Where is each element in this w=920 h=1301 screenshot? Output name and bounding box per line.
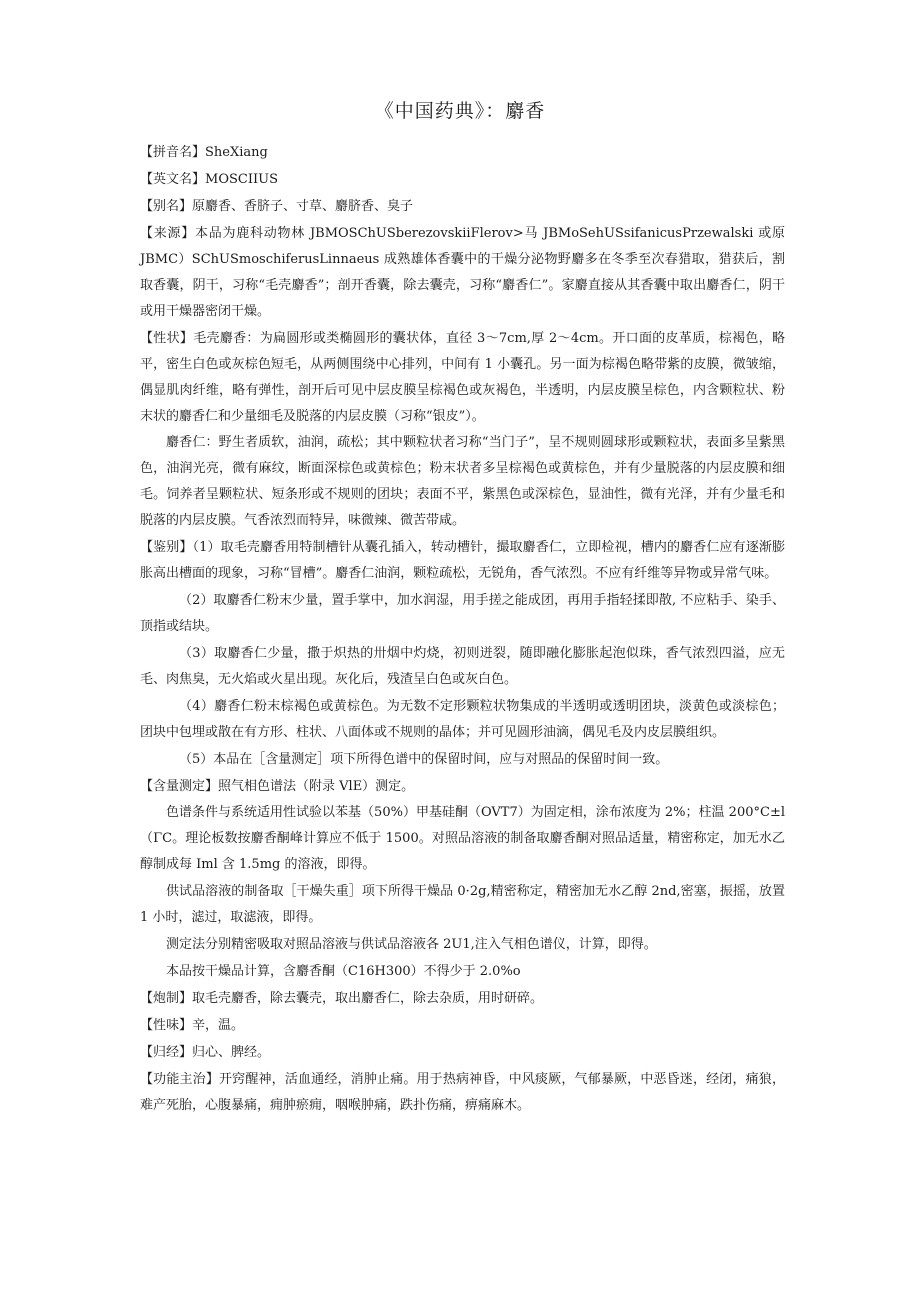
processing-entry xyxy=(140,986,785,1012)
assay-paragraph-5: 本品按干燥品计算，含麝香酮（C16H300）不得少于 2.0%o xyxy=(166,964,521,979)
identification-label: 【鉴别】 xyxy=(140,540,193,555)
identification-paragraph-5: （5）本品在［含量测定］项下所得色谱中的保留时间，应与对照品的保留时间一致。 xyxy=(179,752,669,767)
source-text: 本品为鹿科动物林 JBMOSChUSberezovskiiFlerov>马 JBMoSehUSsifanicusPrzewalski 或原 JBMC）SChUSmoschiferusLinnaeus 成熟雄体香囊中的干燥分泌物野麝多在冬季至次春猎取，猎获后，割取香囊，阴干，习称“毛壳麝香”；剖开香囊，除去囊壳，习称“麝香仁”。家麝直接从其香囊中取出麝香仁，阴干或用干燥器密闭干燥。 xyxy=(140,226,785,319)
identification-entry xyxy=(140,535,785,587)
pinyin-entry xyxy=(140,140,785,166)
pinyin-label: 【拼音名】 xyxy=(140,145,206,160)
alias-entry xyxy=(140,194,785,220)
assay-entry xyxy=(140,774,785,800)
identification-text: （1）取毛壳麝香用特制槽针从囊孔插入，转动槽针，撮取麝香仁，立即检视，槽内的麝香仁应有逐渐膨胀高出槽面的现象，习称“冒槽”。麝香仁油润，颗粒疏松，无锐角，香气浓烈。不应有纤维等异物或异常气味。 xyxy=(140,540,785,581)
processing-text: 取毛壳麝香，除去囊壳，取出麝香仁，除去杂质，用时研碎。 xyxy=(192,991,544,1006)
indications-label: 【功能主治】 xyxy=(140,1072,219,1087)
properties-label: 【性状】 xyxy=(140,331,194,346)
processing-label: 【炮制】 xyxy=(140,991,193,1006)
english-entry xyxy=(140,167,785,193)
pinyin-text: SheXiang xyxy=(205,145,268,160)
identification-paragraph-4: （4）麝香仁粉末棕褐色或黄棕色。为无数不定形颗粒状物集成的半透明或透明团块，淡黄色或淡棕色；团块中包埋或散在有方形、柱状、八面体或不规则的晶体；并可见圆形油滴，偶见毛及内皮层膜组织。 xyxy=(140,699,785,740)
alias-text: 原麝香、香脐子、寸草、麝脐香、臭子 xyxy=(192,199,414,214)
english-label: 【英文名】 xyxy=(140,172,206,187)
nature-text: 辛，温。 xyxy=(192,1018,245,1033)
source-entry xyxy=(140,221,785,325)
properties-text: 毛壳麝香：为扁圆形或类椭圆形的囊状体，直径 3～7cm,厚 2～4cm。开口面的皮革质，棕褐色，略平，密生白色或灰棕色短毛，从两侧围绕中心排列，中间有 1 小囊孔。另一面为棕褐色略带紫的皮膜，微皱缩，偶显肌肉纤维，略有弹性，剖开后可见中层皮膜呈棕褐色或灰褐色，半透明，内层皮膜呈棕色，内含颗粒状、粉末状的麝香仁和少量细毛及脱落的内层皮膜（习称“银皮”）。 xyxy=(140,331,785,424)
nature-entry xyxy=(140,1013,785,1039)
indications-entry xyxy=(140,1067,785,1119)
assay-paragraph-4: 测定法分别精密吸取对照品溶液与供试品溶液各 2U1,注入气相色谱仪，计算，即得。 xyxy=(166,937,657,952)
properties-paragraph-2: 麝香仁：野生者质软，油润，疏松；其中颗粒状者习称“当门子”，呈不规则圆球形或颗粒状，表面多呈紫黑色，油润光亮，微有麻纹，断面深棕色或黄棕色；粉末状者多呈棕褐色或黄棕色，并有少量脱落的内层皮膜和细毛。饲养者呈颗粒状、短条形或不规则的团块；表面不平，紫黑色或深棕色，显油性，微有光泽，并有少量毛和脱落的内层皮膜。气香浓烈而特异，味微辣、微苦带咸。 xyxy=(140,435,785,528)
english-text: MOSCIIUS xyxy=(205,172,278,187)
assay-label: 【含量测定】 xyxy=(140,779,219,794)
assay-paragraph-2: 色谱条件与系统适用性试验以苯基（50%）甲基硅酮（OVT7）为固定相，涂布浓度为 2%；柱温 200°C±l（ΓC。理论板数按麝香酮峰计算应不低于 1500。对照品溶液的制备取麝香酮对照品适量，精密称定，加无水乙醇制成每 Iml 含 1.5mg 的溶液，即得。 xyxy=(140,805,785,872)
page-title: 《中国药典》：麝香 xyxy=(374,100,546,122)
source-label: 【来源】 xyxy=(140,226,196,241)
nature-label: 【性味】 xyxy=(140,1018,193,1033)
meridian-entry xyxy=(140,1040,785,1066)
assay-text: 照气相色谱法（附录 VlE）测定。 xyxy=(218,779,415,794)
assay-paragraph-3: 供试品溶液的制备取［干燥失重］项下所得干燥品 0·2g,精密称定，精密加无水乙醇 2nd,密塞，振摇，放置 1 小时，滤过，取滤液，即得。 xyxy=(140,884,785,925)
properties-entry xyxy=(140,326,785,430)
meridian-text: 归心、脾经。 xyxy=(192,1045,271,1060)
identification-paragraph-3: （3）取麝香仁少量，撒于炽热的卅烟中灼烧，初则迸裂，随即融化膨胀起泡似珠，香气浓烈四溢，应无毛、肉焦臭，无火焰或火星出现。灰化后，残渣呈白色或灰白色。 xyxy=(140,646,785,687)
meridian-label: 【归经】 xyxy=(140,1045,193,1060)
document-body xyxy=(140,140,785,1119)
identification-paragraph-2: （2）取麝香仁粉末少量，置手掌中，加水润湿，用手搓之能成团，再用手指轻揉即散, 不应粘手、染手、顶指或结块。 xyxy=(140,593,785,634)
alias-label: 【别名】 xyxy=(140,199,193,214)
indications-text: 开窍醒神，活血通经，消肿止痛。用于热病神昏，中风痰厥，气郁暴厥，中恶昏迷，经闭，痛狼，难产死胎，心腹暴痛，痈肿瘀痈，咽喉肿痛，跌扑伤痛，痹痛麻木。 xyxy=(140,1072,785,1113)
